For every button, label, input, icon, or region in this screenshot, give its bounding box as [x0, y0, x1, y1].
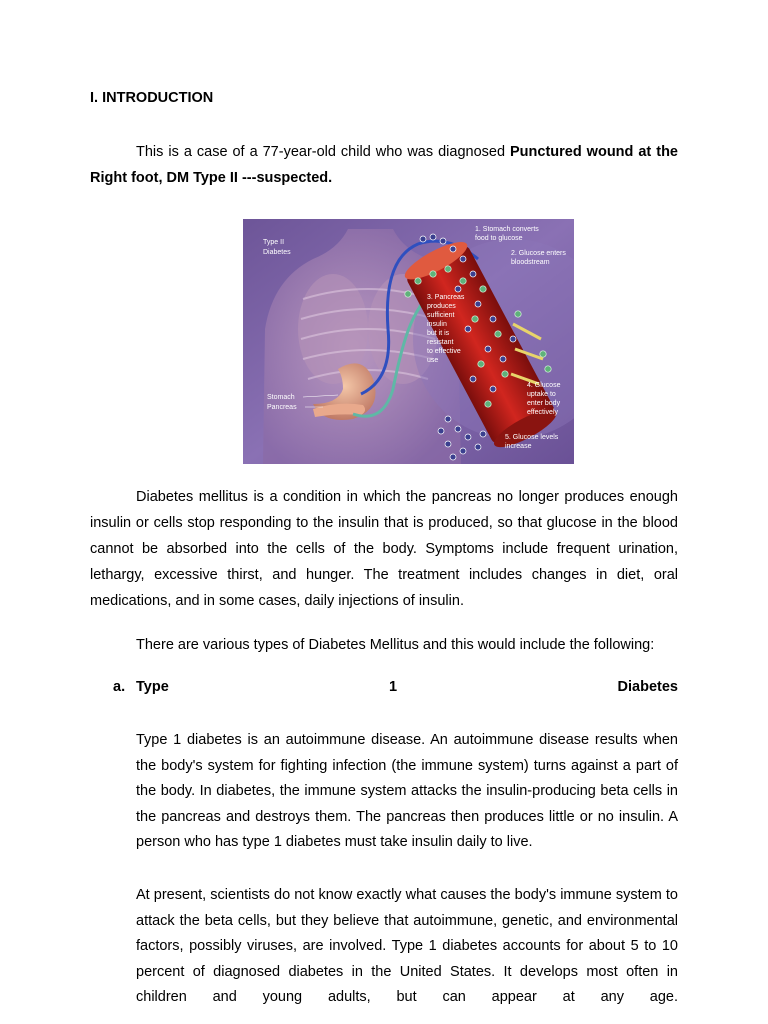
label2-line2: bloodstream [511, 259, 550, 266]
illustration-graphic [243, 219, 574, 464]
figure-title-line1: Type II [263, 239, 285, 246]
list-marker: a. [113, 679, 126, 695]
label3-line2: produces [427, 303, 456, 310]
stomach-label: Stomach [267, 394, 295, 401]
label3-line1: 3. Pancreas [427, 294, 465, 301]
diabetes-definition-paragraph: Diabetes mellitus is a condition in which the pancreas no longer produces enough insulin or cells stop responding to the insulin that is produced, so that glucose in the blood cannot be absorbed into the cells of the body. Symptoms include frequent urination, lethargy, excessive thirst, and hunger. The treatment includes changes in diet, oral medications, and in some cases, daily injections of insulin. [90, 489, 678, 609]
label5-line1: 5. Glucose levels [505, 434, 559, 441]
label3-line4: insulin [427, 321, 447, 328]
section-heading: I. INTRODUCTION [90, 90, 214, 106]
types-intro-paragraph: There are various types of Diabetes Mellitus and this would include the following: [136, 637, 655, 653]
label3-line6: resistant [427, 339, 454, 346]
label5-line2: increase [505, 443, 532, 450]
label4-line1: 4. Glucose [527, 382, 561, 389]
label4-line3: enter body [527, 400, 561, 407]
intro-diagnosis: Punctured wound at the Right foot, DM Type II ---suspected. [90, 144, 678, 186]
label3-line3: sufficient [427, 312, 455, 319]
diabetes-illustration [243, 219, 574, 464]
pancreas-label: Pancreas [267, 404, 297, 411]
figure-title-line2: Diabetes [263, 249, 291, 256]
heading-word-diabetes: Diabetes [617, 679, 678, 695]
label3-line7: to effective [427, 348, 461, 355]
heading-word-type: Type [136, 679, 169, 695]
type1-paragraph-2: At present, scientists do not know exactly what causes the body's immune system to attack the beta cells, but they believe that autoimmune, genetic, and environmental factors, possibly viruses, are involved. Type 1 diabetes accounts for about 5 to 10 percent of diagnosed diabetes in the United States. It develops most often in children and young adults, but can appear at any age. [136, 887, 678, 1005]
label4-line4: effectively [527, 409, 558, 416]
label3-line5: but it is [427, 330, 450, 337]
intro-paragraph [90, 139, 678, 191]
heading-word-number: 1 [389, 679, 398, 695]
label3-line8: use [427, 357, 439, 364]
list-item-type1-heading [113, 676, 678, 698]
label2-line1: 2. Glucose enters [511, 250, 566, 257]
label4-line2: uptake to [527, 391, 556, 398]
label1-line1: 1. Stomach converts [475, 226, 539, 233]
intro-text: This is a case of a 77-year-old child who was diagnosed [136, 144, 510, 160]
label1-line2: food to glucose [475, 235, 523, 242]
type1-paragraph-1: Type 1 diabetes is an autoimmune disease. An autoimmune disease results when the body's system for fighting infection (the immune system) turns against a part of the body. In diabetes, the immune system attacks the insulin-producing beta cells in the pancreas and destroys them. The pancreas then produces little or no insulin. A person who has type 1 diabetes must take insulin daily to live. [136, 732, 678, 850]
